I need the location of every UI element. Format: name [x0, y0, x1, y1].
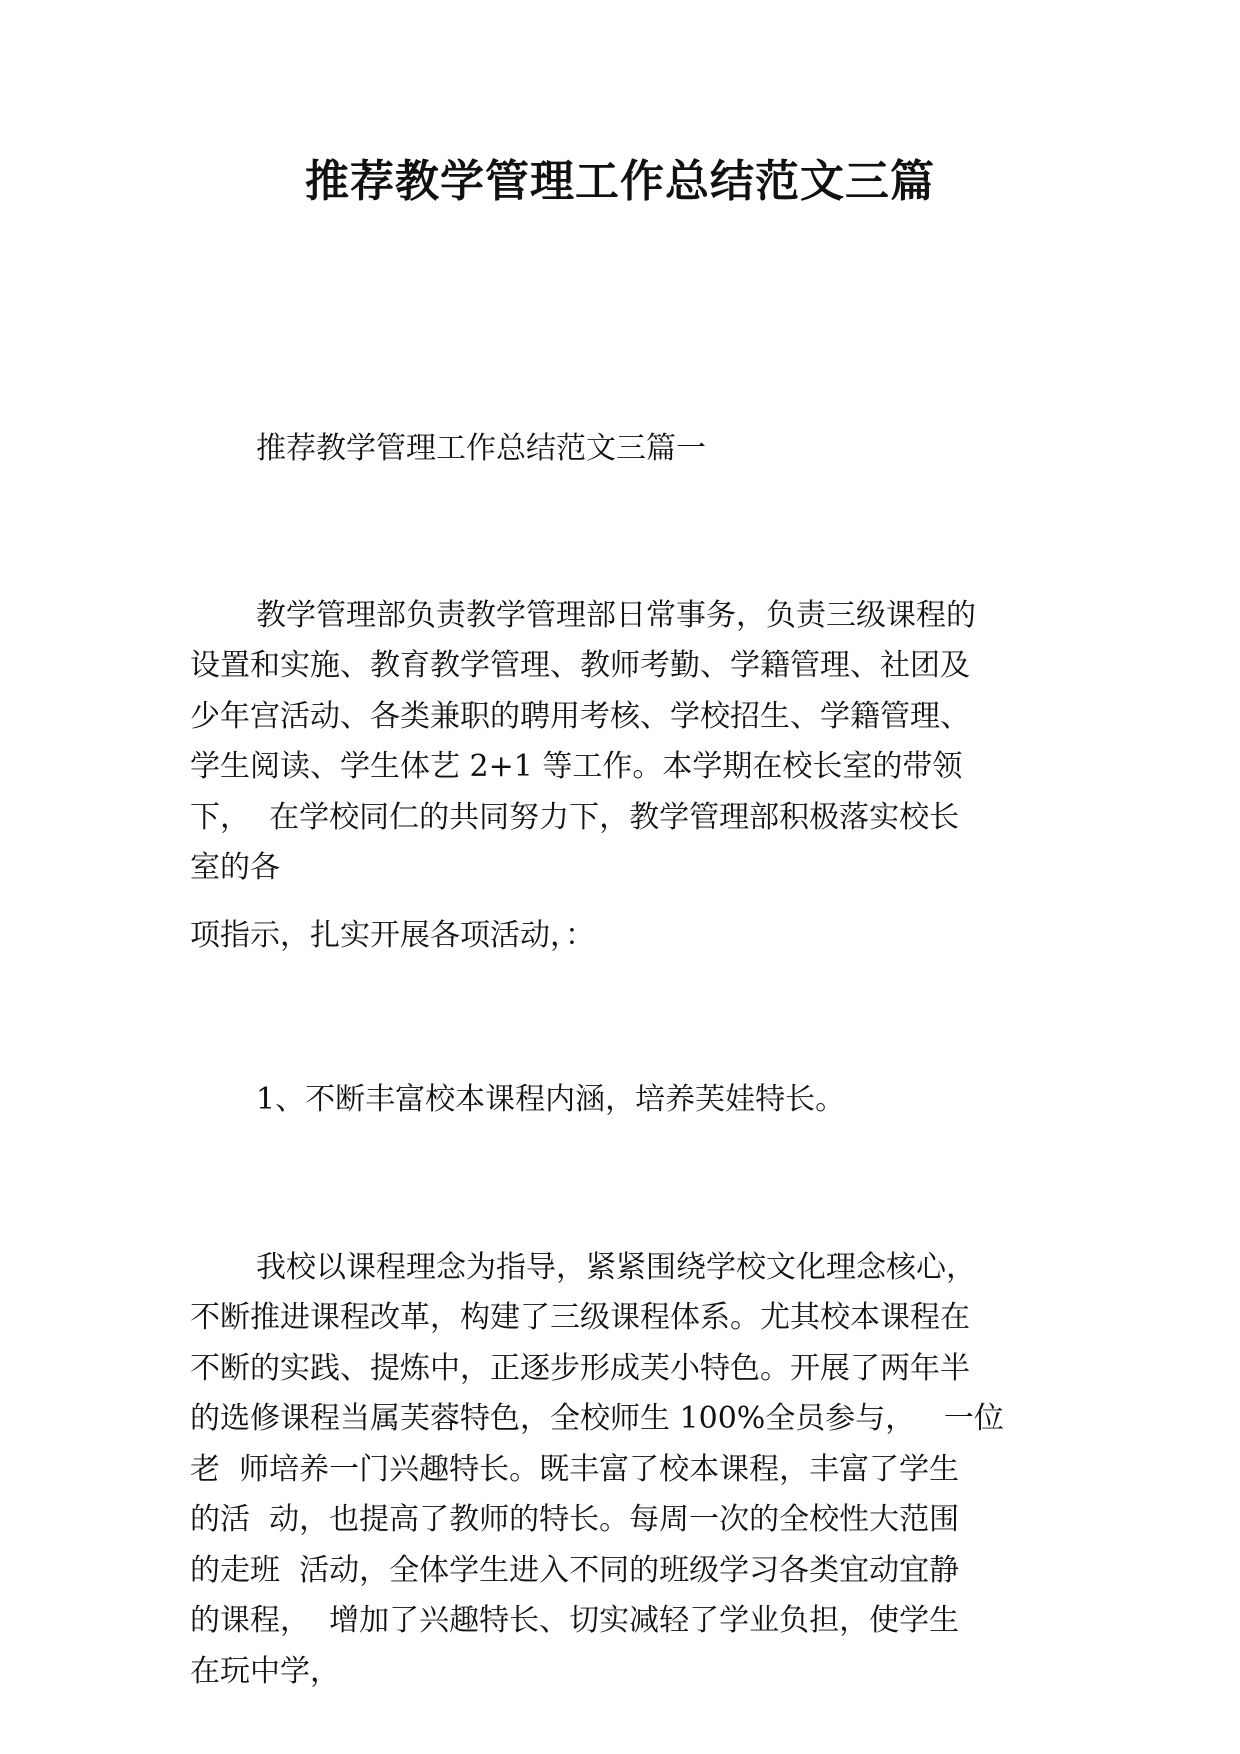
paragraph-2-line-6: 的活 动，也提高了教师的特长。每周一次的全校性大范围: [190, 1502, 960, 1537]
paragraph-2-line-9: 在玩中学，: [190, 1654, 340, 1689]
paragraph-2-line-7: 的走班 活动，全体学生进入不同的班级学习各类宜动宜静: [190, 1553, 960, 1588]
paragraph-1-line-2: 设置和实施、教育教学管理、教师考勤、学籍管理、社团及: [190, 648, 970, 683]
paragraph-1-line-5: 下， 在学校同仁的共同努力下，教学管理部积极落实校长: [190, 800, 960, 835]
paragraph-2-line-8: 的课程， 增加了兴趣特长、切实减轻了学业负担，使学生: [190, 1603, 960, 1638]
paragraph-1-line-1: 教学管理部负责教学管理部日常事务，负责三级课程的: [256, 598, 976, 633]
section-heading-1: 1、不断丰富校本课程内涵，培养芙娃特长。: [256, 1082, 846, 1117]
paragraph-2-line-5: 老 师培养一门兴趣特长。既丰富了校本课程，丰富了学生: [190, 1452, 960, 1487]
paragraph-1-line-4: 学生阅读、学生体艺 2+1 等工作。本学期在校长室的带领: [190, 749, 963, 784]
paragraph-2-line-2: 不断推进课程改革，构建了三级课程体系。尤其校本课程在: [190, 1300, 970, 1335]
paragraph-1-line-6: 室的各: [190, 850, 280, 885]
document-title: 推荐教学管理工作总结范文三篇: [305, 156, 935, 207]
paragraph-2-line-3: 不断的实践、提炼中，正逐步形成芙小特色。开展了两年半: [190, 1351, 970, 1386]
paragraph-2-line-1: 我校以课程理念为指导，紧紧围绕学校文化理念核心，: [256, 1250, 976, 1285]
section-subtitle: 推荐教学管理工作总结范文三篇一: [256, 431, 706, 466]
paragraph-2-line-4: 的选修课程当属芙蓉特色，全校师生 100%全员参与， 一位: [190, 1401, 1004, 1436]
paragraph-1-continuation: 项指示，扎实开展各项活动，：: [190, 918, 595, 953]
paragraph-1-line-3: 少年宫活动、各类兼职的聘用考核、学校招生、学籍管理、: [190, 699, 970, 734]
